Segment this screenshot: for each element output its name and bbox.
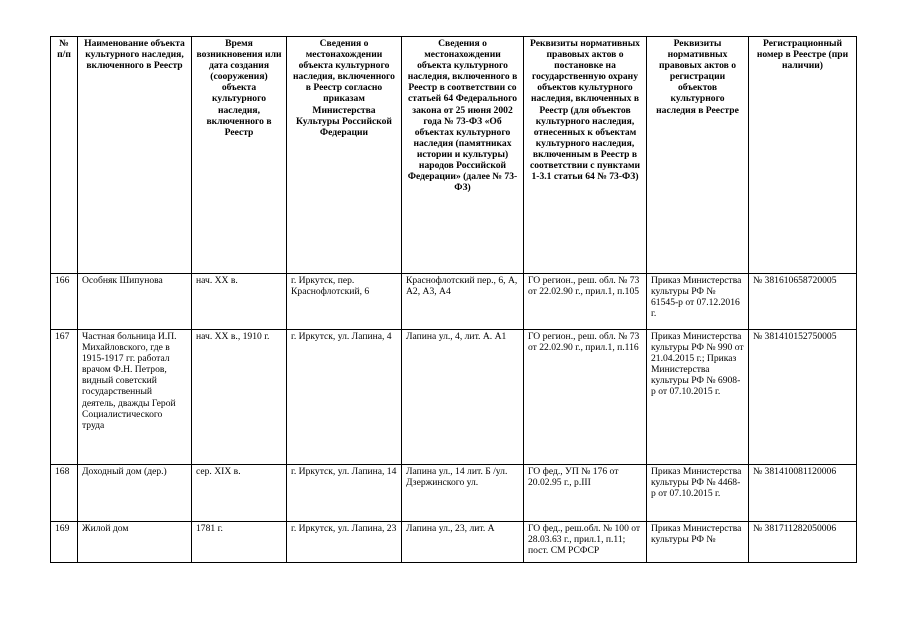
- header-date: Время возникновения или дата создания (сооружения) объекта культурного наследия, включенного в Реестр: [192, 37, 287, 274]
- cell-registration-acts: Приказ Министерства культуры РФ № 61545-р от 07.12.2016 г.: [647, 274, 749, 330]
- cell-num: 168: [51, 465, 78, 522]
- cell-location-law: Лапина ул., 14 лит. Б /ул. Дзержинского ул.: [402, 465, 524, 522]
- cell-registration-acts: Приказ Министерства культуры РФ № 990 от 21.04.2015 г.; Приказ Министерства культуры РФ № 6908-р от 07.10.2015 г.: [647, 330, 749, 465]
- cell-location-law: Краснофлотский пер., 6, А, А2, А3, А4: [402, 274, 524, 330]
- cell-protection-acts: ГО регион., реш. обл. № 73 от 22.02.90 г., прил.1, п.116: [524, 330, 647, 465]
- cell-protection-acts: ГО фед., реш.обл. № 100 от 28.03.63 г., прил.1, п.11; пост. СМ РСФСР: [524, 522, 647, 563]
- table-row: [51, 330, 857, 465]
- cell-name: Частная больница И.П. Михайловского, где в 1915-1917 гг. работал врачом Ф.Н. Петров, видный советский государственный деятель, дважды Герой Социалистического труда: [78, 330, 192, 465]
- cell-name: Жилой дом: [78, 522, 192, 563]
- cell-name: Доходный дом (дер.): [78, 465, 192, 522]
- heritage-registry-table: [50, 36, 857, 563]
- cell-num: 167: [51, 330, 78, 465]
- cell-reg-number: № 381610658720005: [749, 274, 857, 330]
- cell-date: сер. XIX в.: [192, 465, 287, 522]
- cell-date: 1781 г.: [192, 522, 287, 563]
- header-protection-acts: Реквизиты нормативных правовых актов о постановке на государственную охрану объектов культурного наследия, включенных в Реестр (для объектов культурного наследия, отнесенных к объектам культурного наследия, включенным в Реестр в соответствии с пунктами 1-3.1 статьи 64 № 73-ФЗ): [524, 37, 647, 274]
- cell-protection-acts: ГО регион., реш. обл. № 73 от 22.02.90 г., прил.1, п.105: [524, 274, 647, 330]
- cell-location: г. Иркутск, ул. Лапина, 23: [287, 522, 402, 563]
- cell-location: г. Иркутск, пер. Краснофлотский, 6: [287, 274, 402, 330]
- table-row: [51, 465, 857, 522]
- cell-registration-acts: Приказ Министерства культуры РФ № 4468-р от 07.10.2015 г.: [647, 465, 749, 522]
- cell-reg-number: № 381410152750005: [749, 330, 857, 465]
- cell-name: Особняк Шипунова: [78, 274, 192, 330]
- cell-location: г. Иркутск, ул. Лапина, 4: [287, 330, 402, 465]
- header-num: № п/п: [51, 37, 78, 274]
- cell-date: нач. XX в.: [192, 274, 287, 330]
- cell-reg-number: № 381410081120006: [749, 465, 857, 522]
- cell-registration-acts: Приказ Министерства культуры РФ №: [647, 522, 749, 563]
- header-reg-number: Регистрационный номер в Реестре (при наличии): [749, 37, 857, 274]
- cell-location-law: Лапина ул., 4, лит. А. А1: [402, 330, 524, 465]
- cell-date: нач. XX в., 1910 г.: [192, 330, 287, 465]
- cell-reg-number: № 381711282050006: [749, 522, 857, 563]
- header-location-law: Сведения о местонахождении объекта культурного наследия, включенного в Реестр в соответствии со статьей 64 Федерального закона от 25 июня 2002 года № 73-ФЗ «Об объектах культурного наследия (памятниках истории и культуры) народов Российской Федерации» (далее № 73-ФЗ): [402, 37, 524, 274]
- cell-location: г. Иркутск, ул. Лапина, 14: [287, 465, 402, 522]
- cell-protection-acts: ГО фед., УП № 176 от 20.02.95 г., р.III: [524, 465, 647, 522]
- header-registration-acts: Реквизиты нормативных правовых актов о регистрации объектов культурного наследия в Реестре: [647, 37, 749, 274]
- table-row: [51, 274, 857, 330]
- cell-location-law: Лапина ул., 23, лит. А: [402, 522, 524, 563]
- cell-num: 166: [51, 274, 78, 330]
- cell-num: 169: [51, 522, 78, 563]
- header-location: Сведения о местонахождении объекта культурного наследия, включенного в Реестр согласно приказам Министерства Культуры Российской Федерации: [287, 37, 402, 274]
- table-header-row: [51, 37, 857, 274]
- header-name: Наименование объекта культурного наследия, включенного в Реестр: [78, 37, 192, 274]
- table-row: [51, 522, 857, 563]
